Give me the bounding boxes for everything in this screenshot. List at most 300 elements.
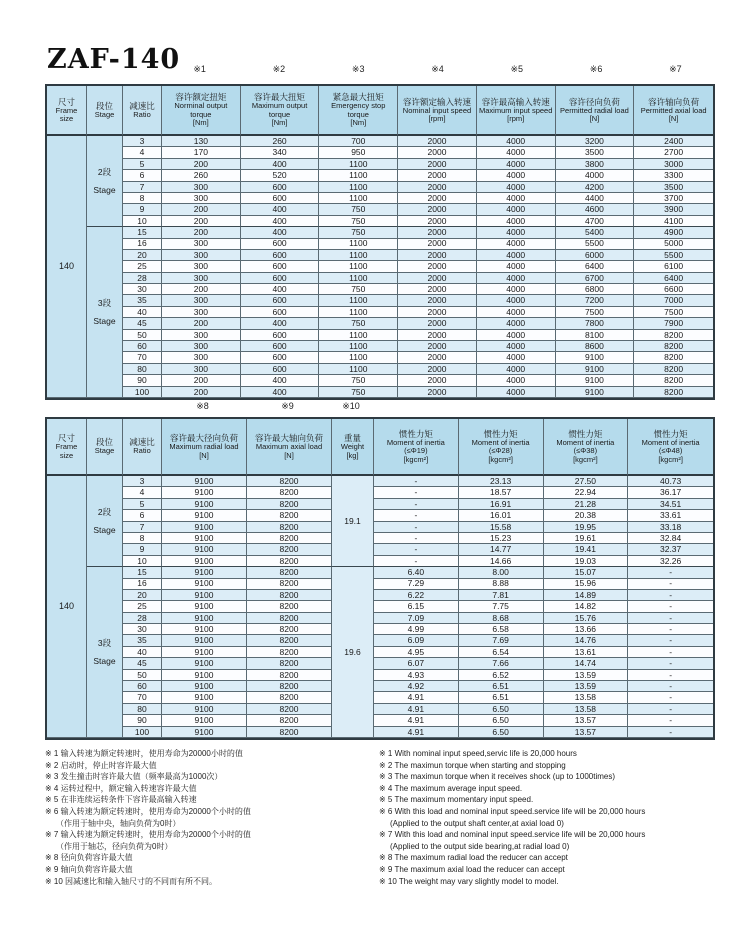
data-cell: 8200 xyxy=(247,624,332,635)
ratio-cell: 4 xyxy=(123,487,162,498)
footnote-mark: ※8 xyxy=(196,401,209,411)
data-cell: 2700 xyxy=(634,147,713,158)
data-cell: 1100 xyxy=(319,364,398,375)
data-cell: 4900 xyxy=(634,227,713,238)
data-cell: - xyxy=(374,522,459,533)
data-cell: 19.95 xyxy=(544,522,629,533)
data-cell: 9100 xyxy=(162,635,247,646)
header-label-en: [kgcm²] xyxy=(403,454,429,464)
header-label-cn: 惯性力矩 xyxy=(653,428,688,439)
data-cell: 8.88 xyxy=(459,579,544,590)
data-cell: 750 xyxy=(319,204,398,215)
ratio-cell: 80 xyxy=(123,704,162,715)
weight-cell: 19.6 xyxy=(332,567,374,738)
data-cell: 32.37 xyxy=(628,544,713,555)
data-cell: 6.51 xyxy=(459,681,544,692)
ratio-cell: 9 xyxy=(123,204,162,215)
header-label-cn: 容许额定输入转速 xyxy=(402,96,471,107)
data-cell: 300 xyxy=(162,193,241,204)
data-cell: 9100 xyxy=(162,681,247,692)
ratio-cell: 90 xyxy=(123,375,162,386)
data-cell: 4000 xyxy=(477,341,556,352)
data-cell: 2000 xyxy=(398,239,477,250)
data-cell: 3800 xyxy=(556,159,635,170)
footnote-line: ※ 1 With nominal input speed,servic life is 20,000 hours xyxy=(379,749,577,758)
data-cell: 9100 xyxy=(162,579,247,590)
footnote-line: ※ 8 The maximum radial load the reducer can accept xyxy=(379,853,568,863)
data-cell: 600 xyxy=(241,261,320,272)
ratio-cell: 10 xyxy=(123,556,162,567)
header-label-en: Maximum axial load xyxy=(255,442,323,451)
data-cell: 750 xyxy=(319,318,398,329)
header-label-cn: 尺寸 xyxy=(57,433,75,443)
ratio-cell: 60 xyxy=(123,341,162,352)
data-cell: 300 xyxy=(162,352,241,363)
data-cell: 300 xyxy=(162,273,241,284)
footnote-mark: ※5 xyxy=(510,64,524,74)
data-cell: 16.91 xyxy=(459,499,544,510)
data-cell: 9100 xyxy=(162,510,247,521)
data-cell: 14.74 xyxy=(544,658,629,669)
data-cell: 2000 xyxy=(398,182,477,193)
data-cell: 8200 xyxy=(634,387,713,398)
data-cell: 15.23 xyxy=(459,533,544,544)
header-label-cn: 紧急最大扭矩 xyxy=(332,92,384,103)
data-cell: 16.01 xyxy=(459,510,544,521)
data-cell: 8200 xyxy=(247,601,332,612)
footnote-line: ※ 2 启动时，停止时容许最大值 xyxy=(45,760,157,770)
data-cell: 7200 xyxy=(556,295,635,306)
data-cell: 750 xyxy=(319,216,398,227)
ratio-cell: 9 xyxy=(123,544,162,555)
footnote-line: ※ 2 The maximun torque when starting and stopping xyxy=(379,760,566,770)
data-cell: 2000 xyxy=(398,227,477,238)
data-cell: 5400 xyxy=(556,227,635,238)
data-cell: 2000 xyxy=(398,273,477,284)
header-label-en: [kgcm²] xyxy=(658,454,683,464)
data-cell: 8200 xyxy=(247,499,332,510)
data-cell: 8200 xyxy=(247,544,332,555)
data-cell: 9100 xyxy=(162,556,247,567)
header-label-cn: 段位 xyxy=(95,100,113,111)
weight-cell: 19.1 xyxy=(332,476,374,567)
data-cell: 6100 xyxy=(634,261,713,272)
stage-cell: 3段 Stage xyxy=(87,227,123,398)
header-label-cn: 惯性力矩 xyxy=(568,428,603,439)
header-label-en: (≤Φ28) xyxy=(488,446,513,456)
data-cell: 6700 xyxy=(556,273,635,284)
data-cell: 9100 xyxy=(162,704,247,715)
data-cell: - xyxy=(628,590,713,601)
column-header xyxy=(634,86,713,136)
data-cell: 15.07 xyxy=(544,567,629,578)
data-cell: 1100 xyxy=(319,193,398,204)
data-cell: 400 xyxy=(241,318,320,329)
data-cell: 400 xyxy=(241,204,320,215)
data-cell: 600 xyxy=(241,273,320,284)
header-label-cn: 重量 xyxy=(343,433,361,443)
data-cell: 8200 xyxy=(247,476,332,487)
data-cell: 5000 xyxy=(634,239,713,250)
data-cell: 4000 xyxy=(477,147,556,158)
data-cell: 4000 xyxy=(477,216,556,227)
ratio-cell: 80 xyxy=(123,364,162,375)
data-cell: 9100 xyxy=(162,590,247,601)
ratio-cell: 100 xyxy=(123,727,162,738)
data-cell: 9100 xyxy=(556,352,635,363)
data-cell: 9100 xyxy=(162,522,247,533)
data-cell: 4.99 xyxy=(374,624,459,635)
data-cell: 750 xyxy=(319,284,398,295)
data-cell: 6.07 xyxy=(374,658,459,669)
data-cell: 4000 xyxy=(477,284,556,295)
data-cell: 6.50 xyxy=(459,727,544,738)
data-cell: 4.95 xyxy=(374,647,459,658)
data-cell: 600 xyxy=(241,250,320,261)
data-cell: 1100 xyxy=(319,182,398,193)
ratio-cell: 35 xyxy=(123,635,162,646)
ratio-cell: 20 xyxy=(123,250,162,261)
data-cell: 8200 xyxy=(247,522,332,533)
header-label-en: [Nm] xyxy=(350,118,367,128)
column-header xyxy=(87,419,123,476)
footnote-mark: ※10 xyxy=(342,401,360,411)
data-cell: - xyxy=(628,681,713,692)
ratio-cell: 100 xyxy=(123,387,162,398)
data-cell: 300 xyxy=(162,295,241,306)
data-cell: 14.82 xyxy=(544,601,629,612)
ratio-cell: 60 xyxy=(123,681,162,692)
header-label-en: Moment of inertia xyxy=(641,437,700,447)
ratio-cell: 45 xyxy=(123,318,162,329)
data-cell: 6400 xyxy=(556,261,635,272)
ratio-cell: 3 xyxy=(123,136,162,147)
data-cell: 19.61 xyxy=(544,533,629,544)
header-label-en: [kgcm²] xyxy=(573,454,598,464)
data-cell: 9100 xyxy=(162,601,247,612)
data-cell: 2000 xyxy=(398,193,477,204)
data-cell: 13.57 xyxy=(544,715,629,726)
data-cell: 6.50 xyxy=(459,715,544,726)
data-cell: 260 xyxy=(241,136,320,147)
data-cell: 4.91 xyxy=(374,727,459,738)
data-cell: - xyxy=(374,499,459,510)
data-cell: 4.93 xyxy=(374,670,459,681)
data-cell: 13.59 xyxy=(544,681,629,692)
footnotes-chinese xyxy=(45,748,379,887)
ratio-cell: 25 xyxy=(123,261,162,272)
data-cell: 8200 xyxy=(247,613,332,624)
footnote-line: (Applied to the output shaft center,at axial load 0) xyxy=(390,818,564,828)
data-cell: 8200 xyxy=(247,635,332,646)
header-label-cn: 容许最大扭矩 xyxy=(254,92,306,103)
column-header xyxy=(47,86,87,136)
header-label-en: (≤Φ38) xyxy=(573,446,598,456)
data-cell: 4000 xyxy=(477,159,556,170)
data-cell: 9100 xyxy=(162,487,247,498)
data-cell: 6.51 xyxy=(459,692,544,703)
data-cell: - xyxy=(374,487,459,498)
data-cell: 8100 xyxy=(556,330,635,341)
footnotes xyxy=(45,748,717,887)
data-cell: 13.59 xyxy=(544,670,629,681)
footnote-line: ※ 6 With this load and nominal input speed.service life will be 20,000 hours xyxy=(379,806,646,816)
data-cell: 300 xyxy=(162,330,241,341)
data-cell: 7800 xyxy=(556,318,635,329)
header-label-cn: 惯性力矩 xyxy=(398,428,433,439)
data-cell: 9100 xyxy=(162,544,247,555)
data-cell: 400 xyxy=(241,284,320,295)
data-cell: 8.68 xyxy=(459,613,544,624)
footnote-line: ※ 10 因减速比和输入轴尺寸的不同而有所不同。 xyxy=(45,876,218,886)
data-cell: 9100 xyxy=(162,692,247,703)
data-cell: 21.28 xyxy=(544,499,629,510)
data-cell: 400 xyxy=(241,387,320,398)
data-cell: 18.57 xyxy=(459,487,544,498)
data-cell: 340 xyxy=(241,147,320,158)
data-cell: 2000 xyxy=(398,330,477,341)
footnote-mark: ※9 xyxy=(281,401,294,411)
data-cell: 40.73 xyxy=(628,476,713,487)
data-cell: 13.58 xyxy=(544,692,629,703)
data-cell: 4000 xyxy=(477,227,556,238)
header-label-en: Maximum output torque xyxy=(251,101,308,119)
data-cell: 600 xyxy=(241,193,320,204)
column-header xyxy=(241,86,320,136)
footnote-mark: ※1 xyxy=(193,64,206,74)
header-label-en: (≤Φ48) xyxy=(658,446,683,456)
data-cell: - xyxy=(628,647,713,658)
header-label-en: Moment of inertia xyxy=(386,437,445,447)
column-header xyxy=(87,86,123,136)
data-cell: - xyxy=(374,544,459,555)
data-cell: 7000 xyxy=(634,295,713,306)
table2-footnote-marks xyxy=(45,401,715,415)
data-cell: 6600 xyxy=(634,284,713,295)
data-cell: 200 xyxy=(162,284,241,295)
column-header xyxy=(319,86,398,136)
ratio-cell: 6 xyxy=(123,170,162,181)
column-header xyxy=(459,419,544,476)
data-cell: 1100 xyxy=(319,261,398,272)
header-label-en: Stage xyxy=(94,446,115,456)
data-cell: 6400 xyxy=(634,273,713,284)
data-cell: 6.09 xyxy=(374,635,459,646)
header-label-en: [Nm] xyxy=(271,118,288,128)
data-cell: 4100 xyxy=(634,216,713,227)
data-cell: 7.75 xyxy=(459,601,544,612)
data-cell: - xyxy=(628,601,713,612)
data-cell: 2000 xyxy=(398,250,477,261)
data-cell: 3900 xyxy=(634,204,713,215)
data-cell: 200 xyxy=(162,375,241,386)
stage-cell: 3段 Stage xyxy=(87,567,123,738)
data-cell: 8200 xyxy=(247,510,332,521)
data-cell: 600 xyxy=(241,307,320,318)
column-header xyxy=(628,419,713,476)
header-label-en: Ratio xyxy=(133,446,151,456)
data-cell: 19.41 xyxy=(544,544,629,555)
data-cell: 4000 xyxy=(477,182,556,193)
ratio-cell: 30 xyxy=(123,624,162,635)
data-cell: 600 xyxy=(241,330,320,341)
header-label-cn: 容许径向负荷 xyxy=(568,96,620,107)
footnote-line: ※ 6 输入转速为额定转速时，使用寿命为20000个小时的值 xyxy=(45,806,251,816)
data-cell: 6.15 xyxy=(374,601,459,612)
header-label-en: [N] xyxy=(284,450,294,460)
data-cell: 4000 xyxy=(477,273,556,284)
frame-size-cell: 140 xyxy=(47,476,87,738)
data-cell: 8200 xyxy=(634,364,713,375)
footnote-mark: ※3 xyxy=(351,64,365,74)
footnote-line: ※ 9 轴向负荷容许最大值 xyxy=(45,864,133,874)
footnote-line: ※ 5 The maximum momentary input speed. xyxy=(379,795,534,805)
data-cell: 8600 xyxy=(556,341,635,352)
ratio-cell: 25 xyxy=(123,601,162,612)
data-cell: 3500 xyxy=(634,182,713,193)
data-cell: 1100 xyxy=(319,159,398,170)
column-header xyxy=(374,419,459,476)
output-torque-table xyxy=(45,84,715,400)
data-cell: 6.54 xyxy=(459,647,544,658)
data-cell: 4000 xyxy=(477,136,556,147)
data-cell: 13.61 xyxy=(544,647,629,658)
ratio-cell: 7 xyxy=(123,522,162,533)
header-label-en: [N] xyxy=(199,450,209,460)
data-cell: 8200 xyxy=(247,727,332,738)
data-cell: 7.29 xyxy=(374,579,459,590)
ratio-cell: 28 xyxy=(123,613,162,624)
data-cell: - xyxy=(628,704,713,715)
data-cell: 6.22 xyxy=(374,590,459,601)
data-cell: - xyxy=(628,658,713,669)
data-cell: 15.58 xyxy=(459,522,544,533)
data-cell: 4000 xyxy=(477,204,556,215)
ratio-cell: 10 xyxy=(123,216,162,227)
data-cell: 2000 xyxy=(398,159,477,170)
column-header xyxy=(544,419,629,476)
data-cell: 2000 xyxy=(398,307,477,318)
data-cell: 9100 xyxy=(162,476,247,487)
ratio-cell: 15 xyxy=(123,567,162,578)
data-cell: - xyxy=(628,624,713,635)
data-cell: 4700 xyxy=(556,216,635,227)
data-cell: 200 xyxy=(162,227,241,238)
data-cell: 2000 xyxy=(398,261,477,272)
header-label-en: Ratio xyxy=(133,109,151,119)
data-cell: 2000 xyxy=(398,318,477,329)
header-label-en: Weight xyxy=(340,442,365,451)
data-cell: 19.03 xyxy=(544,556,629,567)
data-cell: 2000 xyxy=(398,295,477,306)
ratio-cell: 90 xyxy=(123,715,162,726)
data-cell: 15.96 xyxy=(544,579,629,590)
footnote-line: (Applied to the output side bearing,at radial load 0) xyxy=(390,841,570,851)
header-label-en: Moment of inertia xyxy=(556,437,615,447)
data-cell: 3000 xyxy=(634,159,713,170)
data-cell: 300 xyxy=(162,239,241,250)
header-label-en: [rpm] xyxy=(428,114,446,123)
ratio-cell: 7 xyxy=(123,182,162,193)
data-cell: 4000 xyxy=(477,239,556,250)
data-cell: 3500 xyxy=(556,147,635,158)
header-label-en: Nominal input speed xyxy=(402,105,472,115)
data-cell: 2000 xyxy=(398,170,477,181)
data-cell: 300 xyxy=(162,261,241,272)
data-cell: 14.66 xyxy=(459,556,544,567)
footnotes-english xyxy=(379,748,717,887)
data-cell: 15.76 xyxy=(544,613,629,624)
header-label-en: [N] xyxy=(668,114,679,123)
data-cell: 2000 xyxy=(398,204,477,215)
data-cell: 9100 xyxy=(162,715,247,726)
data-cell: 8200 xyxy=(634,330,713,341)
data-cell: 14.89 xyxy=(544,590,629,601)
footnote-mark: ※4 xyxy=(431,64,444,74)
column-header xyxy=(123,86,162,136)
ratio-cell: 5 xyxy=(123,499,162,510)
data-cell: 4400 xyxy=(556,193,635,204)
data-cell: 2400 xyxy=(634,136,713,147)
data-cell: 200 xyxy=(162,204,241,215)
data-cell: 400 xyxy=(241,159,320,170)
ratio-cell: 30 xyxy=(123,284,162,295)
data-cell: 300 xyxy=(162,307,241,318)
data-cell: 200 xyxy=(162,216,241,227)
data-cell: 23.13 xyxy=(459,476,544,487)
footnote-mark: ※6 xyxy=(589,64,603,74)
ratio-cell: 16 xyxy=(123,579,162,590)
data-cell: 9100 xyxy=(556,375,635,386)
column-header xyxy=(123,419,162,476)
table1-footnote-marks xyxy=(45,64,715,78)
data-cell: 7.69 xyxy=(459,635,544,646)
data-cell: 14.77 xyxy=(459,544,544,555)
data-cell: 950 xyxy=(319,147,398,158)
data-cell: 600 xyxy=(241,352,320,363)
data-cell: 7900 xyxy=(634,318,713,329)
data-cell: 1100 xyxy=(319,239,398,250)
header-label-en: [kg] xyxy=(346,450,359,460)
data-cell: - xyxy=(374,510,459,521)
data-cell: 4.91 xyxy=(374,715,459,726)
data-cell: 2000 xyxy=(398,147,477,158)
ratio-cell: 8 xyxy=(123,193,162,204)
header-label-cn: 段位 xyxy=(95,437,113,448)
data-cell: 9100 xyxy=(162,533,247,544)
data-cell: 4200 xyxy=(556,182,635,193)
data-cell: 4000 xyxy=(477,318,556,329)
stage-cell: 2段 Stage xyxy=(87,476,123,567)
data-cell: 8200 xyxy=(247,715,332,726)
data-cell: 9100 xyxy=(162,499,247,510)
data-cell: 300 xyxy=(162,341,241,352)
data-cell: - xyxy=(374,533,459,544)
data-cell: 4.91 xyxy=(374,704,459,715)
data-cell: 6.52 xyxy=(459,670,544,681)
header-label-en: Moment of inertia xyxy=(471,437,530,447)
data-cell: 1100 xyxy=(319,170,398,181)
data-cell: 200 xyxy=(162,387,241,398)
data-cell: - xyxy=(374,556,459,567)
footnote-line: ※ 5 在非连续运转条件下容许最高输入转速 xyxy=(45,795,197,805)
data-cell: 8200 xyxy=(247,670,332,681)
data-cell: - xyxy=(628,670,713,681)
data-cell: 400 xyxy=(241,216,320,227)
header-label-en: [Nm] xyxy=(192,118,209,128)
data-cell: 7500 xyxy=(556,307,635,318)
header-label-cn: 尺寸 xyxy=(57,96,75,107)
